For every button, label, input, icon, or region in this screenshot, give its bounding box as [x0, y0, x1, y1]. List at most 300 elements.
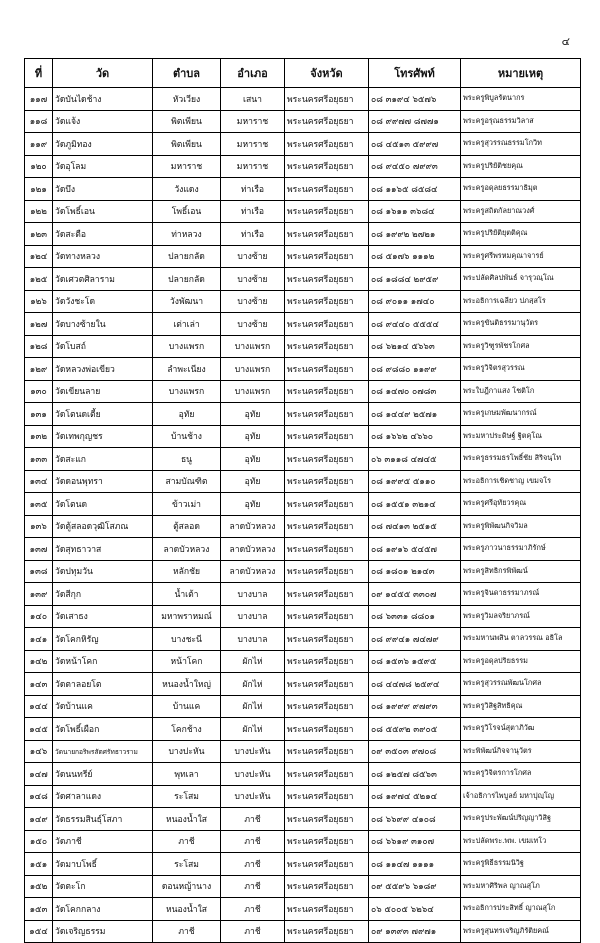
- cell-no: ๑๔๒: [25, 650, 53, 673]
- cell-no: ๑๔๓: [25, 673, 53, 696]
- cell-temple: วัดอุโลม: [53, 155, 153, 178]
- cell-no: ๑๔๔: [25, 695, 53, 718]
- cell-subdistrict: พิตเพียน: [153, 110, 221, 133]
- cell-no: ๑๑๙: [25, 133, 53, 156]
- table-row: [25, 448, 581, 471]
- cell-temple: วัดศาลาแดง: [53, 785, 153, 808]
- cell-district: บางซ้าย: [221, 245, 285, 268]
- cell-district: บางแพรก: [221, 335, 285, 358]
- cell-note: พระมหานพสิน ตาลวรรณ อธิโล: [461, 628, 581, 651]
- cell-no: ๑๕๑: [25, 853, 53, 876]
- cell-subdistrict: ธนู: [153, 448, 221, 471]
- cell-subdistrict: วังแดง: [153, 178, 221, 201]
- cell-no: ๑๓๕: [25, 493, 53, 516]
- cell-province: พระนครศรีอยุธยา: [285, 88, 369, 111]
- cell-note: พระครูศรีพรหมคุณาจารย์: [461, 245, 581, 268]
- cell-district: บางซ้าย: [221, 290, 285, 313]
- cell-district: มหาราช: [221, 155, 285, 178]
- table-row: [25, 560, 581, 583]
- cell-phone: ๐๖ ๓๑๑๘ ๔๗๔๕: [369, 448, 461, 471]
- cell-phone: ๐๘ ๔๕๑๓ ๕๙๙๗: [369, 133, 461, 156]
- cell-province: พระนครศรีอยุธยา: [285, 538, 369, 561]
- table-body: [25, 88, 581, 943]
- cell-province: พระนครศรีอยุธยา: [285, 695, 369, 718]
- cell-subdistrict: หน้าโคก: [153, 650, 221, 673]
- cell-no: ๑๔๗: [25, 763, 53, 786]
- cell-phone: ๐๘ ๔๔๗๘ ๒๕๙๔: [369, 673, 461, 696]
- cell-no: ๑๒๐: [25, 155, 53, 178]
- cell-phone: ๐๘ ๖๒๑๔ ๕๖๖๓: [369, 335, 461, 358]
- cell-no: ๑๕๒: [25, 875, 53, 898]
- cell-no: ๑๓๓: [25, 448, 53, 471]
- table-row: [25, 223, 581, 246]
- cell-district: มหาราช: [221, 133, 285, 156]
- cell-no: ๑๓๗: [25, 538, 53, 561]
- table-row: [25, 718, 581, 741]
- cell-note: พระครูพิพัฒนกิจวิมล: [461, 515, 581, 538]
- cell-province: พระนครศรีอยุธยา: [285, 718, 369, 741]
- cell-subdistrict: โคกช้าง: [153, 718, 221, 741]
- cell-no: ๑๒๙: [25, 358, 53, 381]
- cell-province: พระนครศรีอยุธยา: [285, 178, 369, 201]
- cell-note: พระครูขันติธรรมานุวัตร: [461, 313, 581, 336]
- cell-temple: วัดโพธิ์เผือก: [53, 718, 153, 741]
- cell-note: พระครูพิบูลรัตนากร: [461, 88, 581, 111]
- cell-phone: ๐๘ ๑๙๗๔ ๕๒๑๔: [369, 785, 461, 808]
- header-temple: วัด: [53, 59, 153, 88]
- cell-subdistrict: หนองน้ำใส: [153, 808, 221, 831]
- cell-temple: วัดหลวงพ่อเขียว: [53, 358, 153, 381]
- table-row: [25, 178, 581, 201]
- cell-province: พระนครศรีอยุธยา: [285, 763, 369, 786]
- cell-temple: วัดบึง: [53, 178, 153, 201]
- cell-temple: วัดสะตือ: [53, 223, 153, 246]
- cell-subdistrict: หนองน้ำใส: [153, 898, 221, 921]
- cell-temple: วัดตู้สลอดวุฒิโสภณ: [53, 515, 153, 538]
- cell-phone: ๐๘ ๑๕๓๖ ๑๕๙๕: [369, 650, 461, 673]
- cell-district: ลาดบัวหลวง: [221, 515, 285, 538]
- cell-district: ผักไห่: [221, 673, 285, 696]
- cell-temple: วัดโบสถ์: [53, 335, 153, 358]
- cell-subdistrict: บางปะหัน: [153, 740, 221, 763]
- cell-province: พระนครศรีอยุธยา: [285, 425, 369, 448]
- table-row: [25, 740, 581, 763]
- table-header-row: [25, 59, 581, 88]
- cell-phone: ๐๘ ๙๐๑๑ ๑๗๔๐: [369, 290, 461, 313]
- cell-subdistrict: ลำพะเนียง: [153, 358, 221, 381]
- table-row: [25, 425, 581, 448]
- cell-province: พระนครศรีอยุธยา: [285, 268, 369, 291]
- cell-province: พระนครศรีอยุธยา: [285, 898, 369, 921]
- cell-province: พระนครศรีอยุธยา: [285, 335, 369, 358]
- cell-temple: วัดเสาธง: [53, 605, 153, 628]
- header-subdistrict: ตำบล: [153, 59, 221, 88]
- table-row: [25, 110, 581, 133]
- cell-no: ๑๕๓: [25, 898, 53, 921]
- cell-district: เสนา: [221, 88, 285, 111]
- cell-district: อุทัย: [221, 425, 285, 448]
- cell-subdistrict: ปลายกลัด: [153, 268, 221, 291]
- cell-province: พระนครศรีอยุธยา: [285, 808, 369, 831]
- cell-phone: ๐๘ ๑๕๕๑ ๓๒๑๔: [369, 493, 461, 516]
- cell-note: พระครูธรรมธรโพธิ์ชัย สิริจนฺโท: [461, 448, 581, 471]
- cell-temple: วัดนายกอริพรสัตศรัทธาวราม: [53, 740, 153, 763]
- cell-temple: วัดตาลอยโต: [53, 673, 153, 696]
- cell-no: ๑๒๒: [25, 200, 53, 223]
- cell-phone: ๐๘ ๑๙๙๒ ๒๗๒๑: [369, 223, 461, 246]
- cell-subdistrict: บางแพรก: [153, 335, 221, 358]
- cell-temple: วัดทางหลวง: [53, 245, 153, 268]
- cell-province: พระนครศรีอยุธยา: [285, 875, 369, 898]
- cell-subdistrict: หนองน้ำใหญ่: [153, 673, 221, 696]
- cell-phone: ๐๘ ๑๔๗๐ ๐๗๘๓: [369, 380, 461, 403]
- cell-province: พระนครศรีอยุธยา: [285, 628, 369, 651]
- table-row: [25, 470, 581, 493]
- cell-note: พระครูสุวรรณพัฒนโกศล: [461, 673, 581, 696]
- cell-no: ๑๔๐: [25, 605, 53, 628]
- cell-subdistrict: อุทัย: [153, 403, 221, 426]
- cell-province: พระนครศรีอยุธยา: [285, 673, 369, 696]
- cell-province: พระนครศรีอยุธยา: [285, 853, 369, 876]
- cell-province: พระนครศรีอยุธยา: [285, 290, 369, 313]
- cell-subdistrict: ปลายกลัด: [153, 245, 221, 268]
- cell-phone: ๐๘ ๙๘๘๐ ๑๑๙๙: [369, 358, 461, 381]
- cell-note: พระครูจินดาธรรมาภรณ์: [461, 583, 581, 606]
- cell-note: พระครูอดุลปริยธรรม: [461, 650, 581, 673]
- cell-note: พระครูอดุลยธรรมาธิมุต: [461, 178, 581, 201]
- cell-subdistrict: ดอนหญ้านาง: [153, 875, 221, 898]
- cell-district: อุทัย: [221, 470, 285, 493]
- cell-phone: ๐๘ ๖๖๑๙ ๓๑๐๗: [369, 830, 461, 853]
- table-row: [25, 133, 581, 156]
- cell-note: พระอธิการประสิทธิ์ ญาณสุโก: [461, 898, 581, 921]
- table-row: [25, 763, 581, 786]
- cell-note: พระครูภาวนาธรรมาภิรักษ์: [461, 538, 581, 561]
- cell-province: พระนครศรีอยุธยา: [285, 223, 369, 246]
- cell-subdistrict: โพธิ์เอน: [153, 200, 221, 223]
- table-row: [25, 155, 581, 178]
- cell-note: พระครูปริยัติยุตติคุณ: [461, 223, 581, 246]
- cell-district: ลาดบัวหลวง: [221, 560, 285, 583]
- cell-subdistrict: บ้านแค: [153, 695, 221, 718]
- cell-note: พระครูประพัฒน์ปริญญาวิสิฐ: [461, 808, 581, 831]
- cell-district: ท่าเรือ: [221, 200, 285, 223]
- cell-note: พระครูวิฑูรพัชรโกศล: [461, 335, 581, 358]
- cell-note: พระครูเกษมพัฒนากรณ์: [461, 403, 581, 426]
- cell-note: พระปลัดศิลปพันธ์ จารุวณฺโณ: [461, 268, 581, 291]
- cell-no: ๑๒๑: [25, 178, 53, 201]
- table-row: [25, 290, 581, 313]
- cell-note: พระครูวิโรจน์สุตาภิวัฒ: [461, 718, 581, 741]
- cell-temple: วัดภาชี: [53, 830, 153, 853]
- cell-district: ลาดบัวหลวง: [221, 538, 285, 561]
- cell-province: พระนครศรีอยุธยา: [285, 920, 369, 943]
- cell-temple: วัดเทพกุญชร: [53, 425, 153, 448]
- cell-temple: วัดเศวตศิลาราม: [53, 268, 153, 291]
- cell-temple: วัดโคกหิรัญ: [53, 628, 153, 651]
- cell-phone: ๐๘ ๙๔๕๐ ๗๙๙๓: [369, 155, 461, 178]
- cell-phone: ๐๘ ๑๖๑๑ ๓๖๘๔: [369, 200, 461, 223]
- cell-note: พระครูสุนทรเจริญภิรัติยคณ์: [461, 920, 581, 943]
- cell-province: พระนครศรีอยุธยา: [285, 245, 369, 268]
- cell-district: บางแพรก: [221, 380, 285, 403]
- cell-no: ๑๕๐: [25, 830, 53, 853]
- cell-phone: ๐๖ ๕๐๐๕ ๖๒๖๔: [369, 898, 461, 921]
- cell-temple: วัดปทุมวัน: [53, 560, 153, 583]
- cell-temple: วัดดอนพุทรา: [53, 470, 153, 493]
- cell-subdistrict: ระโสม: [153, 785, 221, 808]
- cell-province: พระนครศรีอยุธยา: [285, 785, 369, 808]
- cell-subdistrict: วังพัฒนา: [153, 290, 221, 313]
- cell-district: บางซ้าย: [221, 313, 285, 336]
- cell-temple: วัดบันไดช้าง: [53, 88, 153, 111]
- cell-temple: วัดสีกุก: [53, 583, 153, 606]
- table-row: [25, 493, 581, 516]
- cell-phone: ๐๘ ๑๘๘๔ ๒๙๕๙: [369, 268, 461, 291]
- cell-no: ๑๓๘: [25, 560, 53, 583]
- cell-subdistrict: น้ำเต้า: [153, 583, 221, 606]
- cell-phone: ๐๘ ๑๔๔๙ ๒๕๗๑: [369, 403, 461, 426]
- cell-district: ภาชี: [221, 808, 285, 831]
- cell-province: พระนครศรีอยุธยา: [285, 560, 369, 583]
- cell-district: ผักไห่: [221, 650, 285, 673]
- cell-district: บางบาล: [221, 605, 285, 628]
- table-row: [25, 335, 581, 358]
- cell-phone: ๐๘ ๕๑๗๖ ๑๑๑๒: [369, 245, 461, 268]
- table-row: [25, 650, 581, 673]
- table-row: [25, 875, 581, 898]
- header-province: จังหวัด: [285, 59, 369, 88]
- cell-note: พระครูสถิตกัลยาณวงศ์: [461, 200, 581, 223]
- header-district: อำเภอ: [221, 59, 285, 88]
- cell-note: พระครูศรีอุทัยวรคุณ: [461, 493, 581, 516]
- cell-phone: ๐๘ ๑๒๕๗ ๘๕๖๓: [369, 763, 461, 786]
- cell-temple: วัดนนทรีย์: [53, 763, 153, 786]
- cell-no: ๑๔๕: [25, 718, 53, 741]
- cell-district: อุทัย: [221, 403, 285, 426]
- cell-temple: วัดบางซ้ายใน: [53, 313, 153, 336]
- cell-note: พระอธิการเฉลียว ปภสฺสโร: [461, 290, 581, 313]
- cell-subdistrict: บางชะนี: [153, 628, 221, 651]
- cell-phone: ๐๘ ๑๑๖๕ ๘๕๘๔: [369, 178, 461, 201]
- table-row: [25, 515, 581, 538]
- cell-note: พระปลัดพระ.พพ. เขมเทโว: [461, 830, 581, 853]
- cell-no: ๑๓๐: [25, 380, 53, 403]
- cell-province: พระนครศรีอยุธยา: [285, 650, 369, 673]
- cell-note: พระมหาศิริพล ญาณสุโภ: [461, 875, 581, 898]
- page-number: ๔: [561, 35, 570, 48]
- table-row: [25, 403, 581, 426]
- table-row: [25, 808, 581, 831]
- cell-no: ๑๔๖: [25, 740, 53, 763]
- cell-phone: ๐๘ ๑๑๔๗ ๑๑๑๑: [369, 853, 461, 876]
- cell-province: พระนครศรีอยุธยา: [285, 605, 369, 628]
- cell-note: เจ้าอธิการไพบูลย์ มหาปุญฺโญ: [461, 785, 581, 808]
- table-row: [25, 358, 581, 381]
- cell-district: บางบาล: [221, 628, 285, 651]
- cell-note: พระครูสิทธิกรพิพัฒน์: [461, 560, 581, 583]
- cell-subdistrict: สามบัณฑิต: [153, 470, 221, 493]
- cell-subdistrict: ภาชี: [153, 920, 221, 943]
- cell-phone: ๐๘ ๖๓๓๑ ๘๘๐๑: [369, 605, 461, 628]
- header-phone: โทรศัพท์: [369, 59, 461, 88]
- cell-province: พระนครศรีอยุธยา: [285, 830, 369, 853]
- table-row: [25, 88, 581, 111]
- cell-phone: ๐๘ ๙๙๔๑ ๗๔๗๙: [369, 628, 461, 651]
- table-row: [25, 380, 581, 403]
- cell-phone: ๐๙ ๑๓๙๓ ๗๙๗๑: [369, 920, 461, 943]
- cell-note: พระใบฎีกาแสง โชติโก: [461, 380, 581, 403]
- cell-no: ๑๓๒: [25, 425, 53, 448]
- cell-phone: ๐๘ ๕๕๙๒ ๓๙๐๕: [369, 718, 461, 741]
- cell-no: ๑๓๖: [25, 515, 53, 538]
- cell-note: พระครูพิธีธรรมนิวิฐ: [461, 853, 581, 876]
- cell-note: พระครูปริยัติชยคุณ: [461, 155, 581, 178]
- cell-district: ภาชี: [221, 920, 285, 943]
- table-row: [25, 785, 581, 808]
- cell-province: พระนครศรีอยุธยา: [285, 200, 369, 223]
- cell-no: ๑๔๑: [25, 628, 53, 651]
- table-row: [25, 583, 581, 606]
- cell-subdistrict: เต่าเล่า: [153, 313, 221, 336]
- cell-subdistrict: มหาราช: [153, 155, 221, 178]
- header-note: หมายเหตุ: [461, 59, 581, 88]
- cell-no: ๑๔๙: [25, 808, 53, 831]
- cell-subdistrict: พิตเพียน: [153, 133, 221, 156]
- cell-province: พระนครศรีอยุธยา: [285, 155, 369, 178]
- cell-temple: วัดบ้านแค: [53, 695, 153, 718]
- cell-no: ๑๒๖: [25, 290, 53, 313]
- cell-no: ๑๒๘: [25, 335, 53, 358]
- cell-district: ท่าเรือ: [221, 178, 285, 201]
- cell-province: พระนครศรีอยุธยา: [285, 380, 369, 403]
- cell-district: บางปะหัน: [221, 785, 285, 808]
- cell-no: ๑๒๔: [25, 245, 53, 268]
- cell-temple: วัดเจริญธรรม: [53, 920, 153, 943]
- cell-subdistrict: ตู้สลอด: [153, 515, 221, 538]
- cell-note: พระมหาประดิษฐ์ ฐิตคุโณ: [461, 425, 581, 448]
- cell-province: พระนครศรีอยุธยา: [285, 515, 369, 538]
- cell-district: ท่าเรือ: [221, 223, 285, 246]
- cell-subdistrict: ลาดบัวหลวง: [153, 538, 221, 561]
- table-row: [25, 628, 581, 651]
- cell-district: ภาชี: [221, 898, 285, 921]
- cell-no: ๑๔๘: [25, 785, 53, 808]
- cell-phone: ๐๘ ๓๑๙๔ ๖๕๗๖: [369, 88, 461, 111]
- cell-phone: ๐๙ ๓๕๐๓ ๙๗๐๘: [369, 740, 461, 763]
- cell-temple: วัดธรรมสินธุ์โสภา: [53, 808, 153, 831]
- cell-phone: ๐๘ ๑๘๐๑ ๒๑๔๓: [369, 560, 461, 583]
- cell-subdistrict: พุทเลา: [153, 763, 221, 786]
- table-row: [25, 830, 581, 853]
- table-row: [25, 898, 581, 921]
- table-row: [25, 605, 581, 628]
- cell-district: ภาชี: [221, 875, 285, 898]
- cell-province: พระนครศรีอยุธยา: [285, 740, 369, 763]
- cell-subdistrict: ท่าหลวง: [153, 223, 221, 246]
- cell-province: พระนครศรีอยุธยา: [285, 358, 369, 381]
- cell-subdistrict: ภาชี: [153, 830, 221, 853]
- cell-subdistrict: ระโสม: [153, 853, 221, 876]
- cell-no: ๑๓๔: [25, 470, 53, 493]
- cell-note: พระอธิการเชิดชาญ เขมจโร: [461, 470, 581, 493]
- table-row: [25, 695, 581, 718]
- cell-no: ๑๒๗: [25, 313, 53, 336]
- cell-phone: ๐๘ ๑๙๙๙ ๙๗๙๓: [369, 695, 461, 718]
- cell-subdistrict: บางแพรก: [153, 380, 221, 403]
- temple-table: [24, 58, 581, 943]
- cell-district: บางซ้าย: [221, 268, 285, 291]
- cell-province: พระนครศรีอยุธยา: [285, 403, 369, 426]
- table-row: [25, 538, 581, 561]
- cell-note: พระครูสุวรรณธรรมโกวิท: [461, 133, 581, 156]
- cell-temple: วัดตะโก: [53, 875, 153, 898]
- cell-phone: ๐๘ ๖๖๙๙ ๔๑๐๘: [369, 808, 461, 831]
- cell-phone: ๐๘ ๙๔๔๐ ๕๕๕๔: [369, 313, 461, 336]
- cell-temple: วัดสุทธาวาส: [53, 538, 153, 561]
- cell-phone: ๐๙ ๕๕๙๖ ๖๑๘๙: [369, 875, 461, 898]
- cell-temple: วัดโพธิ์เอน: [53, 200, 153, 223]
- cell-note: พระครูวิสิฐสิทธิคุณ: [461, 695, 581, 718]
- cell-note: พระพิพัฒน์กิจจานุวัตร: [461, 740, 581, 763]
- cell-district: ภาชี: [221, 830, 285, 853]
- cell-province: พระนครศรีอยุธยา: [285, 313, 369, 336]
- cell-note: พระครูวิจิตรสุวรรณ: [461, 358, 581, 381]
- cell-note: พระครูวิมลจริยาภรณ์: [461, 605, 581, 628]
- cell-district: บางบาล: [221, 583, 285, 606]
- table-row: [25, 268, 581, 291]
- cell-subdistrict: ข้าวเม่า: [153, 493, 221, 516]
- table-row: [25, 245, 581, 268]
- cell-district: บางแพรก: [221, 358, 285, 381]
- cell-no: ๑๑๘: [25, 110, 53, 133]
- cell-temple: วัดเขียนลาย: [53, 380, 153, 403]
- cell-phone: ๐๘ ๑๖๖๒ ๔๖๖๐: [369, 425, 461, 448]
- cell-temple: วัดภูมิทอง: [53, 133, 153, 156]
- cell-phone: ๐๘ ๙๙๗๗ ๘๗๗๑: [369, 110, 461, 133]
- table-row: [25, 853, 581, 876]
- cell-no: ๑๕๔: [25, 920, 53, 943]
- header-no: ที่: [25, 59, 53, 88]
- cell-province: พระนครศรีอยุธยา: [285, 470, 369, 493]
- cell-province: พระนครศรีอยุธยา: [285, 583, 369, 606]
- cell-no: ๑๓๙: [25, 583, 53, 606]
- cell-subdistrict: หัวเวียง: [153, 88, 221, 111]
- cell-province: พระนครศรีอยุธยา: [285, 493, 369, 516]
- cell-no: ๑๑๗: [25, 88, 53, 111]
- cell-temple: วัดโคกกลาง: [53, 898, 153, 921]
- cell-district: ภาชี: [221, 853, 285, 876]
- cell-temple: วัดโตนดเตี้ย: [53, 403, 153, 426]
- cell-temple: วัดหน้าโคก: [53, 650, 153, 673]
- cell-temple: วัดสะแก: [53, 448, 153, 471]
- cell-province: พระนครศรีอยุธยา: [285, 110, 369, 133]
- cell-no: ๑๓๑: [25, 403, 53, 426]
- cell-district: มหาราช: [221, 110, 285, 133]
- cell-phone: ๐๘ ๑๙๙๕ ๕๑๑๐: [369, 470, 461, 493]
- table-row: [25, 673, 581, 696]
- cell-district: ผักไห่: [221, 695, 285, 718]
- cell-note: พระครูอรุณธรรมวิลาส: [461, 110, 581, 133]
- cell-phone: ๐๘ ๗๔๑๓ ๒๕๑๕: [369, 515, 461, 538]
- cell-subdistrict: บ้านช้าง: [153, 425, 221, 448]
- cell-temple: วัดวังชะโด: [53, 290, 153, 313]
- cell-temple: วัดโตนด: [53, 493, 153, 516]
- cell-district: อุทัย: [221, 448, 285, 471]
- cell-temple: วัดแจ้ง: [53, 110, 153, 133]
- cell-district: อุทัย: [221, 493, 285, 516]
- cell-subdistrict: มหาพราหมณ์: [153, 605, 221, 628]
